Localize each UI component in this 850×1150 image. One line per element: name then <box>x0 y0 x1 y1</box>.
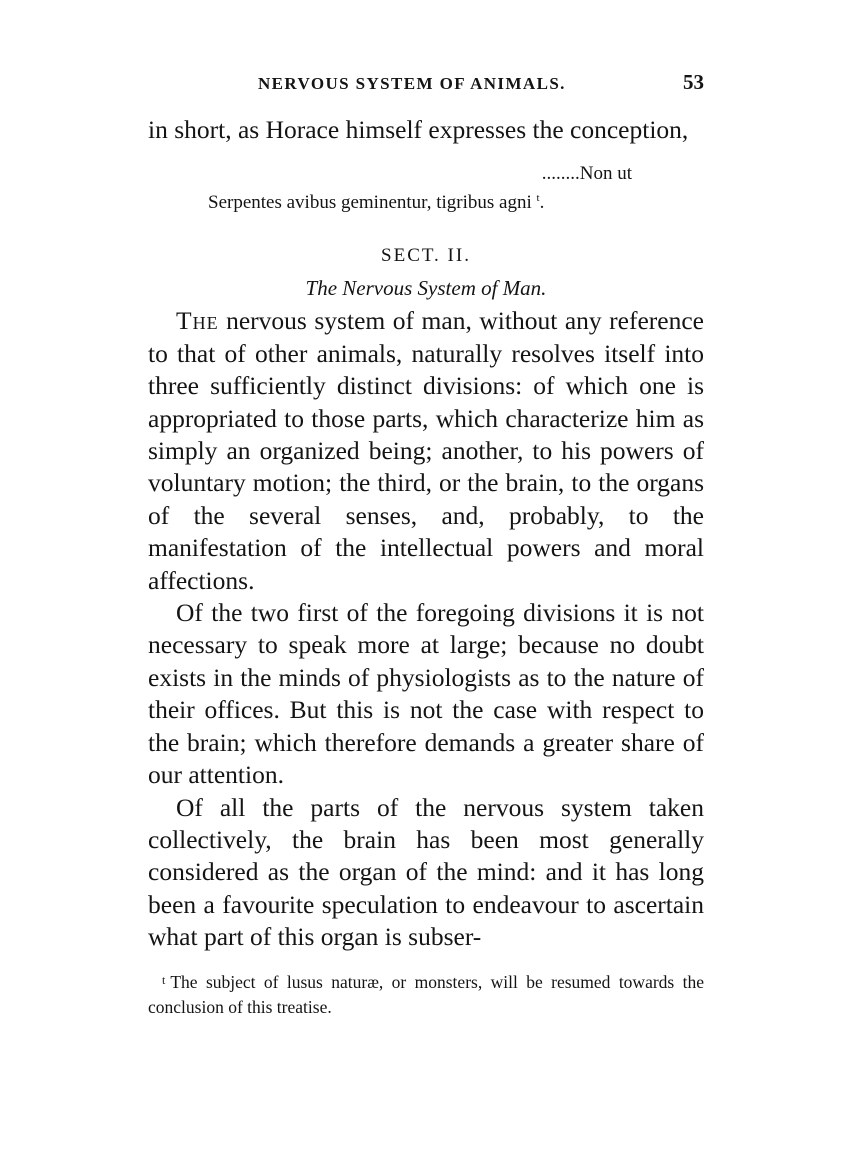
footnote-mark: t <box>162 972 166 987</box>
quotation-line-2 <box>148 186 704 215</box>
footnote-reference-mark: t <box>536 192 540 205</box>
paragraph-1-text: nervous system of man, without any reference to that of other animals, naturally resolves itself into three sufficiently distinct divisions: of which one is appropriated to those parts, which characterize him as simply an organized being; another, to his powers of voluntary motion; the third, or the brain, to the organs of the several senses, and, probably, to the manifestation of the intellectual powers and moral affections. <box>148 306 704 595</box>
paragraph-2: Of the two first of the foregoing divisions it is not necessary to speak more at large; because no doubt exists in the minds of physiologists as to the nature of their offices. But this is not the case with respect to the brain; which therefore demands a greater share of our attention. <box>148 598 704 790</box>
paragraph-1 <box>148 305 704 597</box>
footnote-text: The subject of lusus naturæ, or monsters, will be resumed towards the conclusion of this treatise. <box>148 971 704 1017</box>
intro-paragraph: in short, as Horace himself expresses the conception, <box>148 115 689 144</box>
book-page <box>148 70 704 1020</box>
quotation-line-1: ........Non ut <box>541 163 632 185</box>
paragraph-3: Of all the parts of the nervous system taken collectively, the brain has been most generally considered as the organ of the mind: and it has long been a favourite speculation to endeavour to ascertain what part of this organ is subser- <box>148 792 704 952</box>
footnote <box>148 968 704 1020</box>
quotation-line-2-end: . <box>539 192 545 214</box>
quotation-line-2-text: Serpentes avibus geminentur, tigribus agni <box>208 192 532 214</box>
section-subtitle: The Nervous System of Man. <box>305 276 547 301</box>
page-number: 53 <box>683 70 704 94</box>
running-head <box>148 70 704 102</box>
horace-quotation <box>148 162 704 215</box>
paragraph-1-lead-word: The <box>176 306 219 336</box>
section-heading: SECT. II. <box>381 245 471 267</box>
running-title: NERVOUS SYSTEM OF ANIMALS. <box>258 74 566 93</box>
